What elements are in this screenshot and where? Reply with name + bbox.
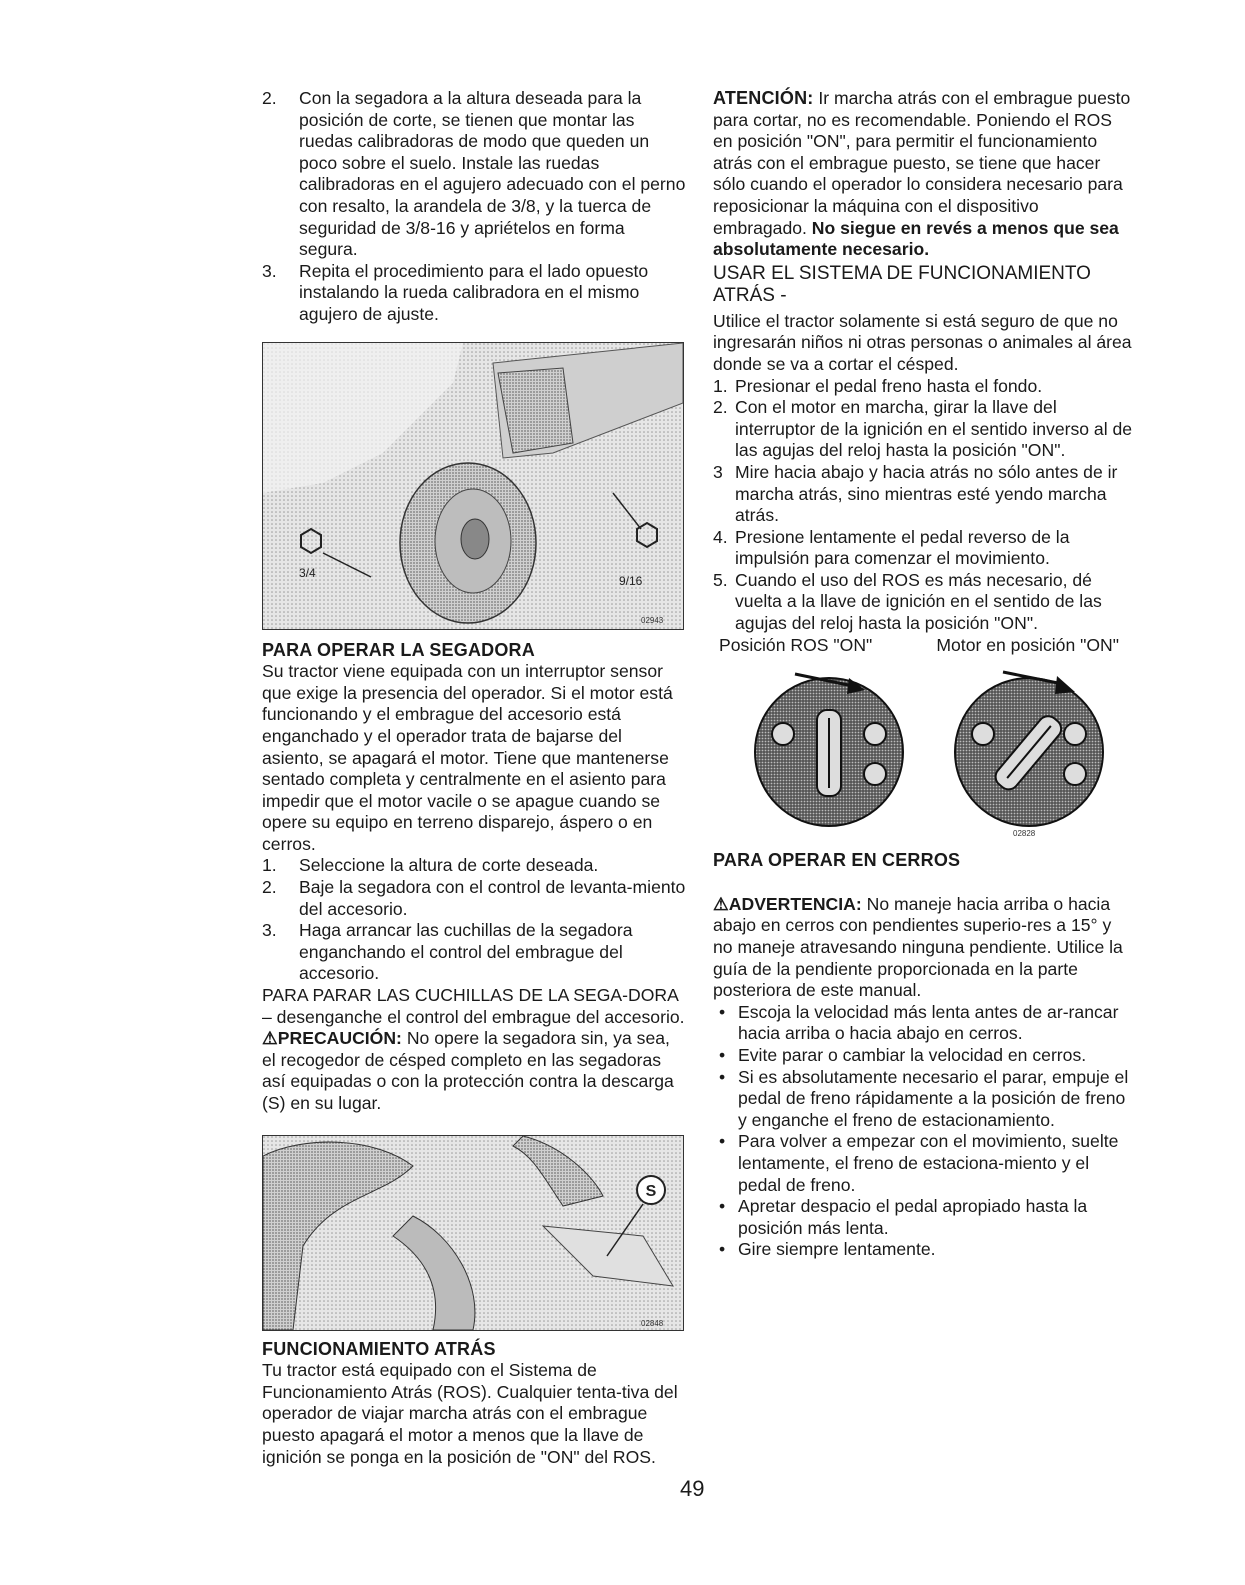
paragraph: Utilice el tractor solamente si está seguro de que no ingresarán niños ni otras personas o animales al área donde se va a cortar el césped. (713, 310, 1132, 374)
bullet-item (713, 1239, 1133, 1261)
step-number: 3. (262, 920, 277, 941)
caution-label: PRECAUCIÓN: (277, 1028, 402, 1049)
page-number: 49 (680, 1476, 705, 1501)
step-item (713, 397, 1133, 462)
key-position-captions (713, 635, 1133, 657)
callout-label: S (645, 1182, 657, 1200)
figure-code: 02943 (641, 615, 664, 625)
step-item (262, 855, 687, 877)
step-number: 1. (262, 855, 277, 876)
motor-position-caption: Motor en posición "ON" (936, 634, 1119, 655)
bullet-item (713, 1045, 1133, 1067)
step-text: Presionar el pedal freno hasta el fondo. (735, 375, 1043, 396)
ros-on-dial (755, 674, 903, 826)
ros-position-caption: Posición ROS "ON" (719, 634, 873, 655)
gauge-wheel-figure (262, 342, 684, 630)
step-item (713, 570, 1133, 635)
bullet-item (713, 1196, 1133, 1239)
step-number: 3. (262, 260, 277, 281)
step-item (262, 88, 687, 261)
step-text: Presione lentamente el pedal reverso de la impulsión para comenzar el movimiento. (735, 526, 1070, 569)
section-heading: PARA OPERAR LA SEGADORA (262, 639, 535, 660)
figure-code: 02828 (1013, 829, 1036, 839)
bullet-text: Apretar despacio el pedal apropiado hasta la posición más lenta. (738, 1196, 1088, 1238)
bullet-icon: • (719, 1196, 726, 1217)
step-text: Baje la segadora con el control de levanta-miento del accesorio. (299, 877, 686, 919)
caution-note (262, 1028, 687, 1114)
motor-on-dial (955, 672, 1103, 826)
step-text: Mire hacia abajo y hacia atrás no sólo antes de ir marcha atrás, sino mientras esté yendo marcha atrás. (735, 461, 1118, 526)
step-text: Haga arrancar las cuchillas de la segadora enganchando el control del embrague del accesorio. (299, 920, 633, 984)
warning-note (713, 894, 1133, 1002)
step-text: Seleccione la altura de corte deseada. (299, 855, 599, 876)
bullet-item (713, 1131, 1133, 1196)
bullet-text: Escoja la velocidad más lenta antes de ar-rancar hacia arriba o hacia abajo en cerros. (738, 1001, 1119, 1044)
paragraph: PARA PARAR LAS CUCHILLAS DE LA SEGA-DORA – desenganche el control del embrague del accesorio. (262, 985, 685, 1027)
section-heading: PARA OPERAR EN CERROS (713, 850, 961, 871)
bullet-icon: • (719, 1131, 726, 1152)
bullet-text: Para volver a empezar con el movimiento, suelte lentamente, el freno de estaciona-miento y el pedal de freno. (738, 1131, 1119, 1195)
step-text: Repita el procedimiento para el lado opuesto instalando la rueda calibradora en el mismo agujero de ajuste. (299, 260, 649, 324)
bullet-icon: • (719, 1001, 726, 1022)
discharge-guard-illustration (263, 1136, 683, 1330)
attention-note (713, 88, 1133, 261)
step-item (262, 920, 687, 985)
step-number: 2. (262, 88, 277, 108)
step-text: Cuando el uso del ROS es más necesario, dé vuelta a la llave de ignición en el sentido de las agujas del reloj hasta la posición "ON". (735, 569, 1102, 634)
step-item (262, 877, 687, 920)
bullet-text: Si es absolutamente necesario el parar, empuje el pedal de freno rápidamente a la posición de freno y enganche el freno de estacionamiento. (738, 1066, 1129, 1130)
step-item (262, 261, 687, 326)
warning-icon: ⚠ (262, 1028, 278, 1049)
discharge-guard-figure (262, 1135, 684, 1331)
figure-code: 02848 (641, 1318, 664, 1328)
bullet-item (713, 1067, 1133, 1132)
bullet-icon: • (719, 1045, 726, 1065)
bullet-icon: • (719, 1239, 726, 1260)
step-number: 1. (713, 375, 728, 396)
section-heading: USAR EL SISTEMA DE FUNCIONAMIENTO ATRÁS - (713, 262, 1091, 306)
ignition-switch-illustration (713, 656, 1133, 838)
attention-bold-text: No siegue en revés a menos que sea absolutamente necesario. (713, 217, 1119, 260)
wrench-size-label: 9/16 (619, 573, 643, 588)
gauge-wheel-illustration (263, 343, 683, 629)
step-text: Con el motor en marcha, girar la llave del interruptor de la ignición en el sentido inverso al de las agujas del reloj hasta la posición "ON". (735, 397, 1133, 461)
wrench-size-label: 3/4 (299, 565, 316, 580)
step-number: 3 (713, 461, 723, 482)
step-number: 5. (713, 569, 728, 590)
step-item (713, 462, 1133, 527)
warning-icon: ⚠ (713, 893, 729, 914)
ignition-key-figure (713, 656, 1133, 838)
step-number: 4. (713, 526, 728, 547)
paragraph: Su tractor viene equipada con un interruptor sensor que exige la presencia del operador. Si el motor está funcionando y el embrague del accesorio está enganchado y el operador trata de bajarse del asiento, se apagará el motor. Tiene que mantenerse sentado completa y centralmente en el asiento para impedir que el motor vacile o se apague cuando se opere su equipo en terreno disparejo, áspero o en cerros. (262, 661, 673, 854)
warning-label: ADVERTENCIA: (728, 893, 862, 914)
bullet-item (713, 1002, 1133, 1045)
warning-text: No maneje hacia arriba o hacia abajo en cerros con pendientes superio-res a 15° y no maneje atravesando ninguna pendiente. Utilice la guía de la pendiente proporcionada en la parte posteriora de este manual. (713, 893, 1123, 1001)
caution-text: No opere la segadora sin, ya sea, el recogedor de césped completo en las segadoras así equipadas o con la protección contra la descarga (S) en su lugar. (262, 1028, 674, 1113)
bullet-text: Evite parar o cambiar la velocidad en cerros. (738, 1045, 1087, 1065)
step-item (713, 527, 1133, 570)
step-number: 2. (262, 877, 277, 898)
bullet-text: Gire siempre lentamente. (738, 1239, 936, 1260)
bullet-icon: • (719, 1066, 726, 1087)
step-item (713, 376, 1133, 398)
right-column (713, 88, 1133, 1261)
attention-label: ATENCIÓN: (713, 88, 814, 108)
left-column (262, 88, 687, 1468)
attention-text: Ir marcha atrás con el embrague puesto para cortar, no es recomendable. Poniendo el ROS en posición "ON", para permitir el funcionamiento atrás con el embrague puesto, se tiene que hacer sólo cuando el operador lo considera necesario para reposicionar la máquina con el dispositivo embragado. (713, 88, 1131, 238)
step-number: 2. (713, 397, 728, 418)
paragraph: Tu tractor está equipado con el Sistema de Funcionamiento Atrás (ROS). Cualquier tenta-tiva del operador de viajar marcha atrás con el embrague puesto apagará el motor a menos que la llave de ignición se ponga en la posición de "ON" del ROS. (262, 1360, 678, 1467)
section-heading: FUNCIONAMIENTO ATRÁS (262, 1338, 496, 1359)
step-text: Con la segadora a la altura deseada para la posición de corte, se tienen que montar las ruedas calibradoras de modo que queden un poco sobre el suelo. Instale las ruedas calibradoras en el agujero adecuado con el perno con resalto, la arandela de 3/8, y la tuerca de seguridad de 3/8-16 y apriételos en forma segura. (299, 88, 686, 260)
